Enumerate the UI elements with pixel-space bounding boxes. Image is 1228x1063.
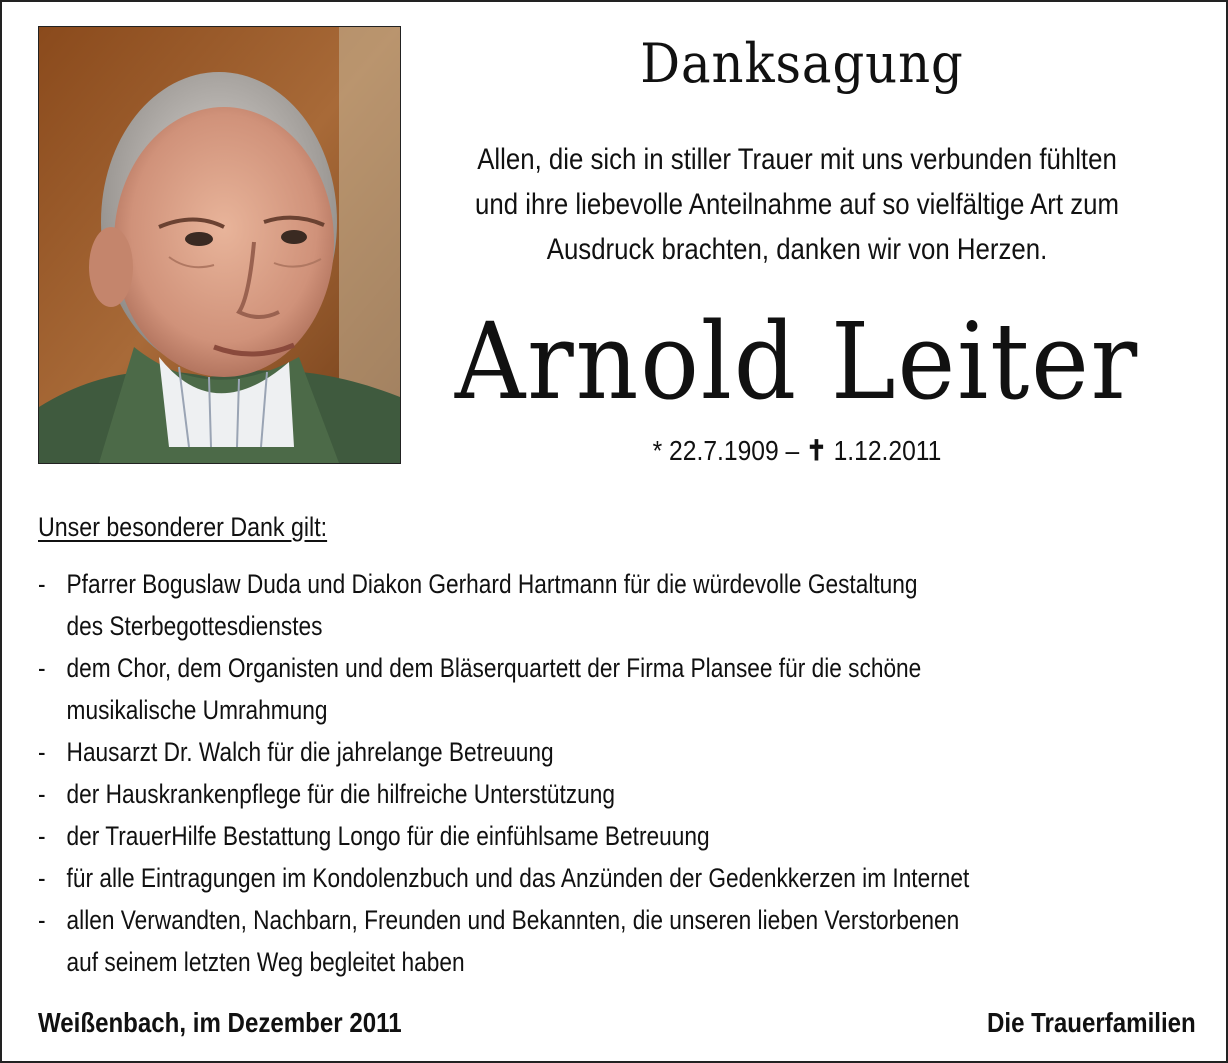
cross-icon: ✝ — [806, 435, 827, 466]
list-item-line: für alle Eintragungen im Kondolenzbuch und das Anzünden der Gedenkkerzen im Internet — [66, 863, 970, 893]
list-item — [38, 731, 1130, 773]
list-item — [38, 773, 1130, 815]
portrait-photo-icon — [39, 27, 400, 463]
intro-text — [462, 137, 1133, 272]
list-item-line: allen Verwandten, Nachbarn, Freunden und Bekannten, die unseren lieben Verstorbenen — [66, 905, 960, 935]
list-item-line: Pfarrer Boguslaw Duda und Diakon Gerhard Hartmann für die würdevolle Gestaltung — [66, 569, 918, 599]
intro-line: Allen, die sich in stiller Trauer mit uns verbunden fühlten — [477, 143, 1117, 176]
list-dash: - — [38, 905, 46, 935]
list-item-line: auf seinem letzten Weg begleitet haben — [66, 947, 465, 977]
deceased-name: Arnold Leiter — [454, 300, 1140, 423]
place-date: Weißenbach, im Dezember 2011 — [38, 1007, 402, 1038]
thanks-heading: Unser besonderer Dank gilt: — [38, 512, 328, 542]
intro-line: Ausdruck brachten, danken wir von Herzen. — [546, 233, 1048, 266]
list-item-line: der TrauerHilfe Bestattung Longo für die einfühlsame Betreuung — [66, 821, 710, 851]
list-dash: - — [38, 653, 46, 683]
list-dash: - — [38, 779, 46, 809]
list-item-line: der Hauskrankenpflege für die hilfreiche Unterstützung — [66, 779, 615, 809]
title-danksagung: Danksagung — [640, 32, 964, 95]
list-item — [38, 563, 1130, 647]
list-item — [38, 647, 1130, 731]
list-item-line: musikalische Umrahmung — [66, 695, 328, 725]
list-item — [38, 857, 1130, 899]
list-item-line: dem Chor, dem Organisten und dem Bläserquartett der Firma Plansee für die schöne — [66, 653, 922, 683]
intro-line: und ihre liebevolle Anteilnahme auf so vielfältige Art zum — [475, 188, 1119, 221]
birth-date: * 22.7.1909 – — [652, 435, 800, 466]
list-item-line: Hausarzt Dr. Walch für die jahrelange Betreuung — [66, 737, 554, 767]
list-dash: - — [38, 821, 46, 851]
list-item — [38, 815, 1130, 857]
death-date: 1.12.2011 — [833, 435, 942, 466]
life-dates — [454, 434, 1140, 467]
list-dash: - — [38, 569, 46, 599]
list-item — [38, 899, 1130, 983]
list-dash: - — [38, 863, 46, 893]
signature: Die Trauerfamilien — [987, 1007, 1196, 1038]
portrait-photo — [38, 26, 401, 464]
list-item-line: des Sterbegottesdienstes — [66, 611, 323, 641]
thanks-list — [38, 563, 1130, 983]
list-dash: - — [38, 737, 46, 767]
